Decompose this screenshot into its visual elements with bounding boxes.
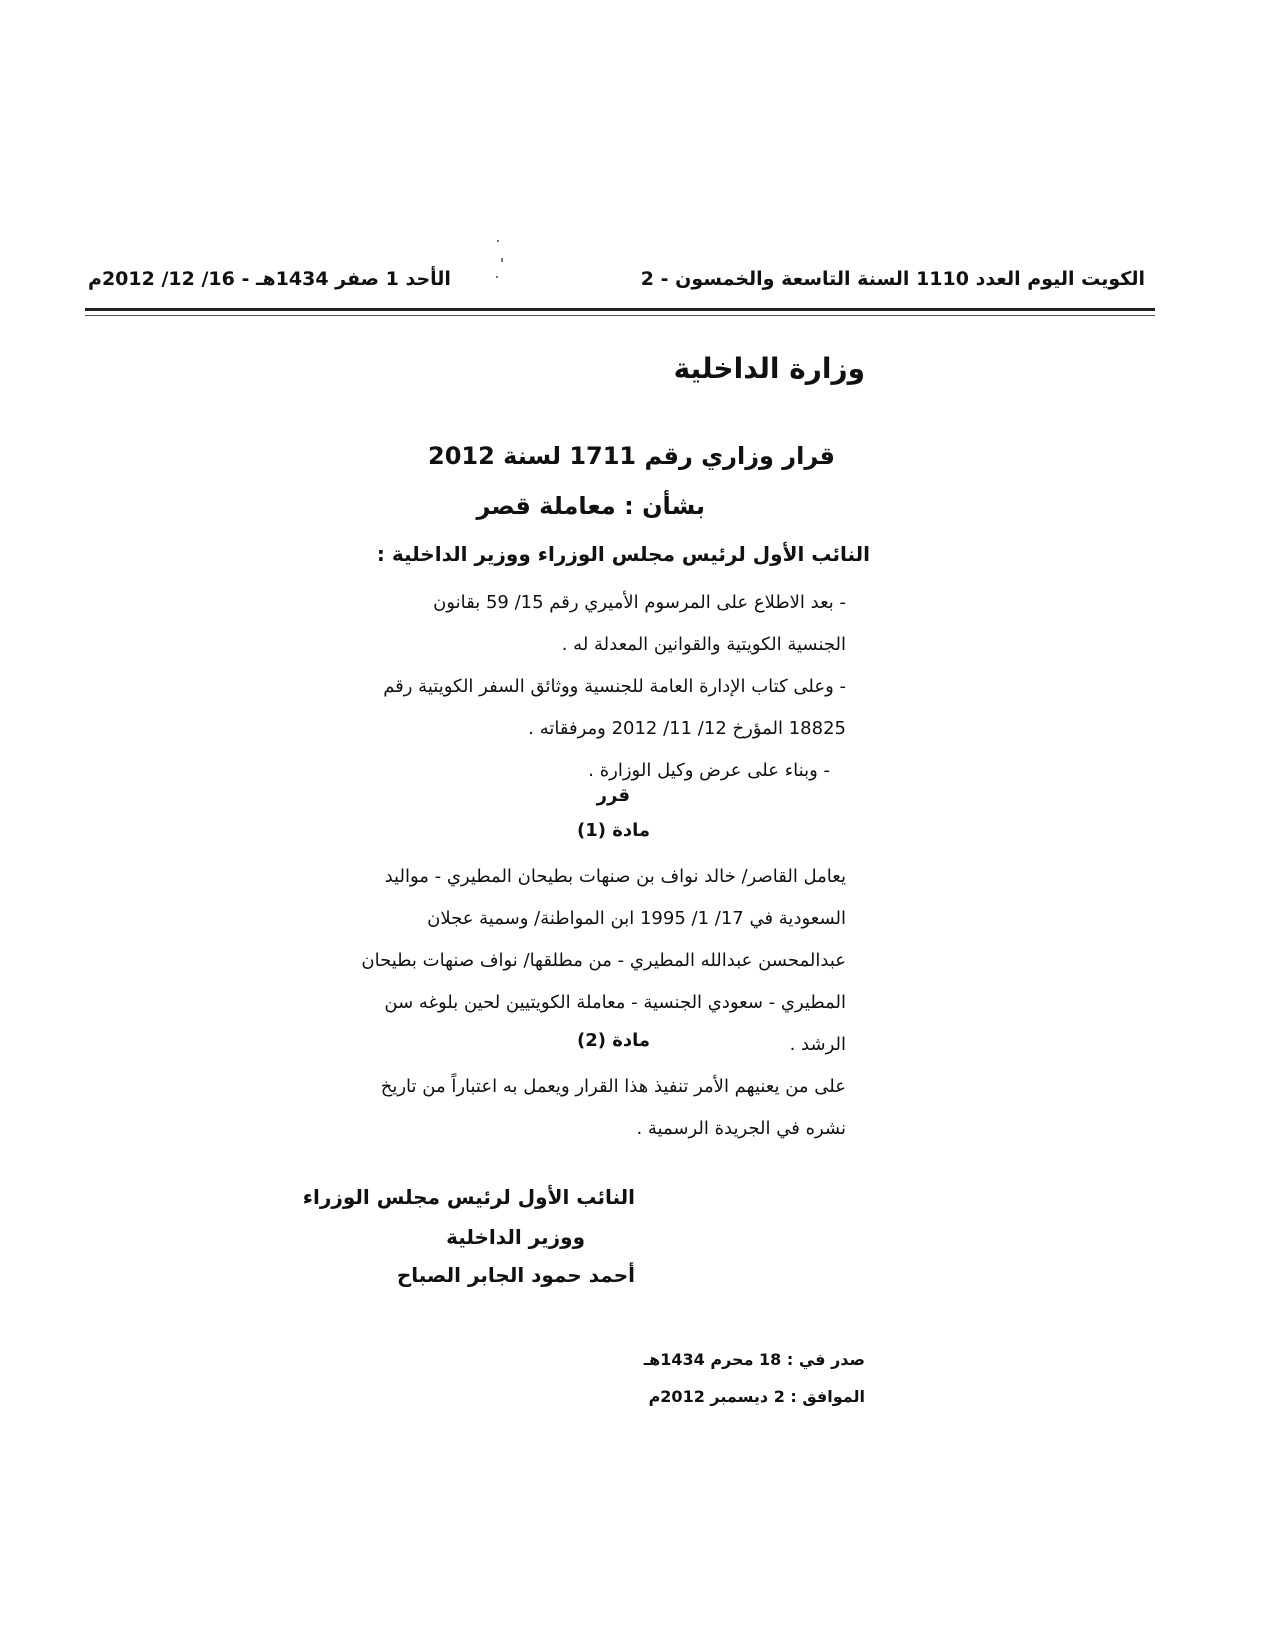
gazette-date-header: الأحد 1 صفر 1434هـ - 16/ 12/ 2012م <box>88 268 451 290</box>
article-2-heading: مادة (2) <box>576 1030 650 1051</box>
signature-title: النائب الأول لرئيس مجلس الوزراء <box>302 1185 635 1209</box>
gazette-issue-header: الكويت اليوم العدد 1110 السنة التاسعة والخمسون - 2 <box>640 268 1145 290</box>
article-1-text: يعامل القاصر/ خالد نواف بن صنهات بطيحان المطيري - مواليد السعودية في 17/ 1/ 1995 ابن المواطنة/ وسمية عجلان عبدالمحسن عبدالله المطيري - من مطلقها/ نواف صنهات بطيحان المطيري - سعودي الجنسية - معاملة الكويتيين لحين بلوغه سن الرشد . <box>361 866 846 1055</box>
ministry-name: وزارة الداخلية <box>673 352 865 385</box>
issue-date-hijri: صدر في : 18 محرم 1434هـ <box>643 1350 865 1369</box>
signature-name: أحمد حمود الجابر الصباح <box>396 1263 635 1287</box>
signature-position: ووزير الداخلية <box>446 1225 585 1249</box>
preamble-item: - بعد الاطلاع على المرسوم الأميري رقم 15/ 59 بقانون الجنسية الكويتية والقوانين المعدلة له . <box>433 592 846 655</box>
preamble-item: - وعلى كتاب الإدارة العامة للجنسية ووثائق السفر الكويتية رقم 18825 المؤرخ 12/ 11/ 2012 ومرفقاته . <box>383 676 846 739</box>
decree-issuer: النائب الأول لرئيس مجلس الوزراء ووزير الداخلية : <box>376 542 870 566</box>
header-rule-thin <box>85 315 1155 316</box>
preamble <box>370 582 870 792</box>
decree-title: قرار وزاري رقم 1711 لسنة 2012 <box>428 442 835 470</box>
article-2-text: على من يعنيهم الأمر تنفيذ هذا القرار ويعمل به اعتباراً من تاريخ نشره في الجريدة الرسمية . <box>380 1076 846 1139</box>
scan-speck <box>496 276 498 278</box>
issue-date-gregorian: الموافق : 2 ديسمبر 2012م <box>648 1387 865 1406</box>
scan-speck <box>497 240 499 242</box>
preamble-item: - وبناء على عرض وكيل الوزارة . <box>588 760 830 781</box>
article-1-heading: مادة (1) <box>576 820 650 841</box>
decree-subject: بشأن : معاملة قصر <box>476 492 705 520</box>
scan-speck <box>501 258 503 262</box>
decided-heading: قرر <box>596 785 630 806</box>
header-rule <box>85 308 1155 311</box>
